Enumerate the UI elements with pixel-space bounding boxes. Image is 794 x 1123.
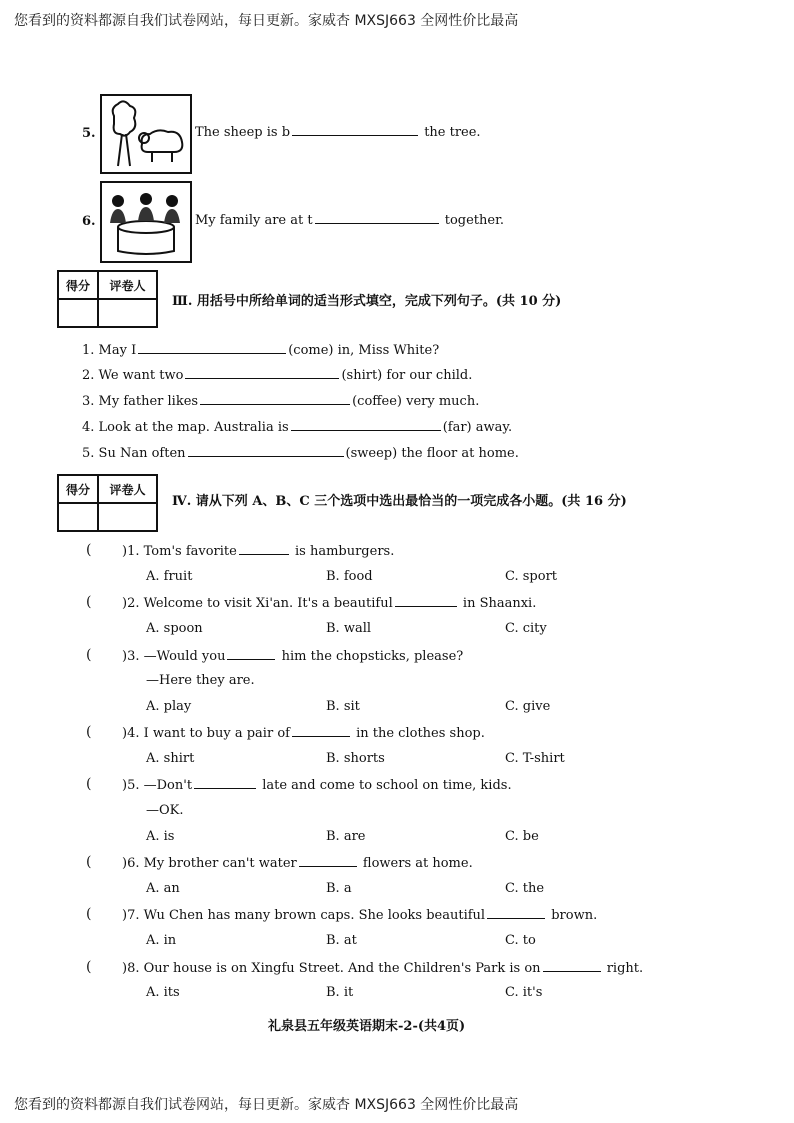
item-5-blank[interactable] <box>292 124 418 136</box>
item-5-sentence <box>195 124 481 140</box>
question-blank <box>194 777 256 789</box>
option-b[interactable]: B. it <box>326 985 354 1000</box>
item-6-sentence <box>195 212 504 228</box>
question-line <box>122 725 485 741</box>
question-text-after: him the chopsticks, please? <box>281 649 464 664</box>
option-c[interactable]: C. sport <box>505 569 558 584</box>
question-number: )2. <box>122 596 140 611</box>
sheep-tree-picture <box>100 94 192 174</box>
item-text-before: 1. May I <box>82 343 137 358</box>
score-label: 得分 <box>58 271 98 299</box>
item-6-text-after: together. <box>444 213 505 228</box>
option-a[interactable]: A. in <box>146 933 177 948</box>
question-line <box>122 960 643 976</box>
option-c[interactable]: C. be <box>505 829 539 844</box>
score-cell[interactable] <box>58 299 98 327</box>
question-text-before: Welcome to visit Xi'an. It's a beautiful <box>143 596 393 611</box>
item-text-before: 2. We want two <box>82 368 184 383</box>
score-table-3 <box>57 270 158 328</box>
top-banner: 您看到的资料都源自我们试卷网站，每日更新。家威杏 MXSJ663 全网性价比最高 <box>14 13 519 29</box>
section-3-item <box>82 393 479 409</box>
option-a[interactable]: A. is <box>146 829 175 844</box>
question-number: )5. <box>122 778 140 793</box>
question-line <box>122 855 473 871</box>
question-blank <box>239 543 289 555</box>
question-line <box>122 777 512 793</box>
grader-label: 评卷人 <box>98 271 157 299</box>
question-number: )8. <box>122 961 140 976</box>
option-c[interactable]: C. give <box>505 699 551 714</box>
question-reply: —OK. <box>146 803 184 818</box>
question-number: )3. <box>122 649 140 664</box>
option-b[interactable]: B. at <box>326 933 357 948</box>
question-blank <box>487 907 545 919</box>
question-text-before: Wu Chen has many brown caps. She looks beautiful <box>143 908 486 923</box>
answer-paren[interactable]: ( <box>86 906 92 922</box>
question-text-before: —Don't <box>143 778 193 793</box>
option-b[interactable]: B. are <box>326 829 366 844</box>
question-number: )1. <box>122 544 140 559</box>
fill-blank[interactable] <box>188 445 344 457</box>
item-6-text-before: My family are at t <box>195 213 313 228</box>
section-3-item <box>82 445 519 461</box>
option-b[interactable]: B. wall <box>326 621 372 636</box>
answer-paren[interactable]: ( <box>86 854 92 870</box>
sheep-tree-icon <box>102 96 190 172</box>
question-reply: —Here they are. <box>146 673 255 688</box>
option-c[interactable]: C. the <box>505 881 545 896</box>
question-blank <box>543 960 601 972</box>
option-b[interactable]: B. sit <box>326 699 360 714</box>
question-line <box>122 907 597 923</box>
item-6-blank[interactable] <box>315 212 439 224</box>
item-text-after: the floor at home. <box>401 446 519 461</box>
option-b[interactable]: B. a <box>326 881 352 896</box>
option-a[interactable]: A. spoon <box>146 621 203 636</box>
option-a[interactable]: A. shirt <box>146 751 195 766</box>
question-text-after: late and come to school on time, kids. <box>262 778 512 793</box>
item-text-after: away. <box>475 420 513 435</box>
score-cell[interactable] <box>58 503 98 531</box>
question-text-after: flowers at home. <box>362 856 473 871</box>
question-blank <box>299 855 357 867</box>
question-number: )7. <box>122 908 140 923</box>
item-hint-word: (come) <box>288 343 334 358</box>
section-3-item <box>82 367 472 383</box>
question-line <box>122 543 394 559</box>
item-text-after: very much. <box>406 394 480 409</box>
grader-cell[interactable] <box>98 503 157 531</box>
option-a[interactable]: A. play <box>146 699 192 714</box>
item-6-number: 6. <box>82 214 96 229</box>
question-text-after: brown. <box>551 908 598 923</box>
option-c[interactable]: C. to <box>505 933 536 948</box>
item-text-after: for our child. <box>386 368 473 383</box>
item-hint-word: (shirt) <box>341 368 383 383</box>
option-a[interactable]: A. an <box>146 881 180 896</box>
family-dinner-picture <box>100 181 192 263</box>
question-text-after: in the clothes shop. <box>356 726 485 741</box>
section-4-title: Ⅳ. 请从下列 A、B、C 三个选项中选出最恰当的一项完成各小题。(共 16 分) <box>172 494 627 509</box>
family-table-icon <box>102 183 190 261</box>
section-3-item <box>82 419 512 435</box>
section-3-title: Ⅲ. 用括号中所给单词的适当形式填空，完成下列句子。(共 10 分) <box>172 294 562 309</box>
score-label: 得分 <box>58 475 98 503</box>
question-text-before: My brother can't water <box>143 856 297 871</box>
question-text-after: in Shaanxi. <box>462 596 537 611</box>
question-line <box>122 648 463 664</box>
item-5-number: 5. <box>82 126 96 141</box>
section-3-item <box>82 342 439 358</box>
grader-cell[interactable] <box>98 299 157 327</box>
option-a[interactable]: A. fruit <box>146 569 193 584</box>
item-text-after: in, Miss White? <box>337 343 440 358</box>
answer-paren[interactable]: ( <box>86 724 92 740</box>
option-b[interactable]: B. food <box>326 569 373 584</box>
grader-label: 评卷人 <box>98 475 157 503</box>
question-text-before: I want to buy a pair of <box>143 726 290 741</box>
answer-paren[interactable]: ( <box>86 542 92 558</box>
question-number: )4. <box>122 726 140 741</box>
bottom-banner: 您看到的资料都源自我们试卷网站，每日更新。家威杏 MXSJ663 全网性价比最高 <box>14 1097 519 1113</box>
option-c[interactable]: C. city <box>505 621 547 636</box>
option-c[interactable]: C. it's <box>505 985 543 1000</box>
question-text-after: is hamburgers. <box>294 544 395 559</box>
fill-blank[interactable] <box>138 342 286 354</box>
option-a[interactable]: A. its <box>146 985 180 1000</box>
item-text-before: 5. Su Nan often <box>82 446 186 461</box>
page-footer: 礼泉县五年级英语期末-2-(共4页) <box>268 1019 466 1034</box>
question-blank <box>292 725 350 737</box>
item-hint-word: (far) <box>442 420 472 435</box>
question-blank <box>227 648 275 660</box>
item-text-before: 4. Look at the map. Australia is <box>82 420 289 435</box>
option-b[interactable]: B. shorts <box>326 751 385 766</box>
question-text-before: Tom's favorite <box>143 544 237 559</box>
fill-blank[interactable] <box>200 393 350 405</box>
question-text-before: Our house is on Xingfu Street. And the Children's Park is on <box>143 961 541 976</box>
item-5-text-after: the tree. <box>424 125 481 140</box>
item-hint-word: (coffee) <box>352 394 402 409</box>
question-number: )6. <box>122 856 140 871</box>
score-table-4 <box>57 474 158 532</box>
item-5-text-before: The sheep is b <box>195 125 291 140</box>
question-text-after: right. <box>606 961 644 976</box>
answer-paren[interactable]: ( <box>86 959 92 975</box>
item-hint-word: (sweep) <box>345 446 398 461</box>
question-blank <box>395 595 457 607</box>
question-line <box>122 595 536 611</box>
answer-paren[interactable]: ( <box>86 594 92 610</box>
answer-paren[interactable]: ( <box>86 776 92 792</box>
question-text-before: —Would you <box>143 649 226 664</box>
item-text-before: 3. My father likes <box>82 394 199 409</box>
option-c[interactable]: C. T-shirt <box>505 751 565 766</box>
fill-blank[interactable] <box>291 419 441 431</box>
answer-paren[interactable]: ( <box>86 647 92 663</box>
fill-blank[interactable] <box>185 367 339 379</box>
